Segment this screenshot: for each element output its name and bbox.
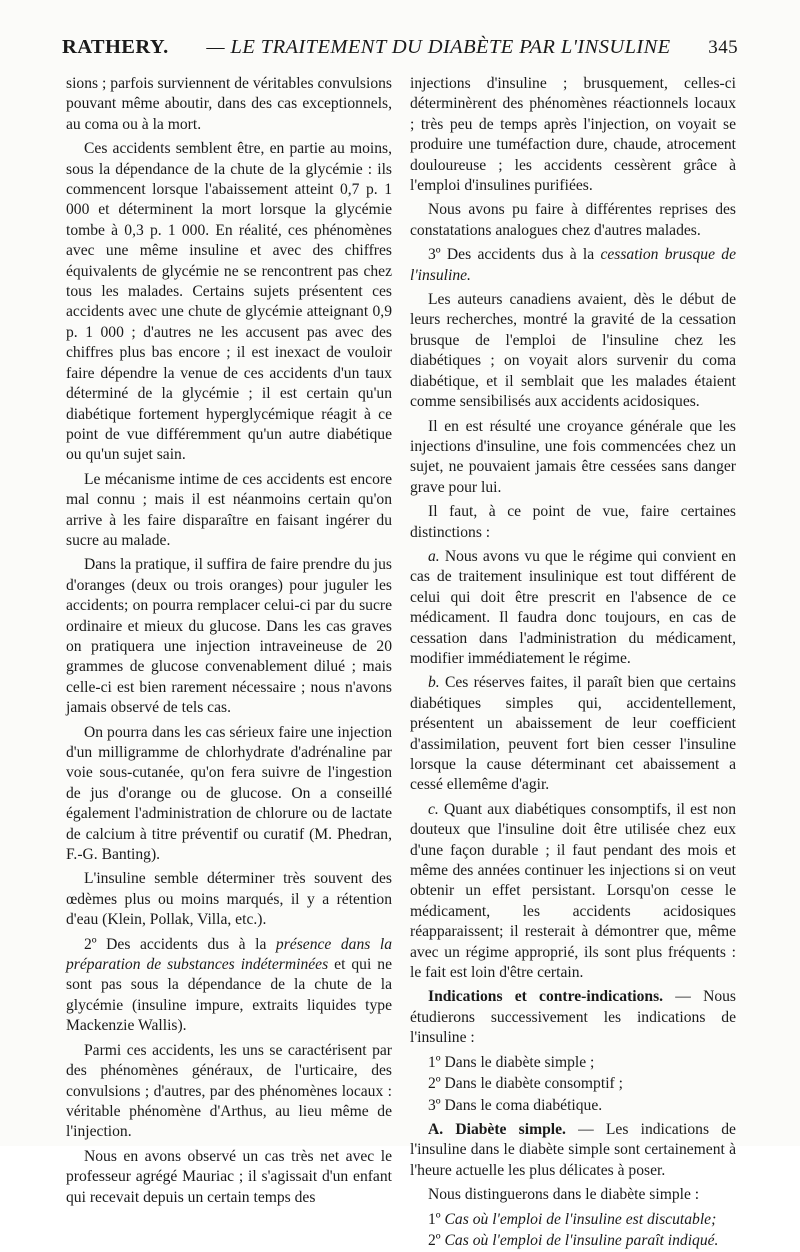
paragraph: On pourra dans les cas sérieux faire une injection d'un milligramme de chlorhydrate d'adrénaline par voie sous-cutanée, qu'on fera suivre de l'ingestion de jus d'orange ou de glucose. On a conseillé également l'administration de chlorure ou de lactate de calcium à titre préventif ou curatif (M. Phedran, F.-G. Banting). <box>66 723 392 864</box>
paragraph <box>410 547 736 669</box>
paragraph: Les auteurs canadiens avaient, dès le début de leurs recherches, montré la gravité de la cessation brusque de l'emploi de l'insuline chez les diabétiques ; on voyait alors survenir du coma diabétique, et il semblait que les malades étaient comme sensibilisés aux accidents acidosiques. <box>410 291 736 411</box>
list-item: 1º Dans le diabète simple ; <box>428 1053 595 1071</box>
paragraph: Nous avons pu faire à différentes reprises des constatations analogues chez d'autres malades. <box>410 201 736 239</box>
page-number: 345 <box>708 37 738 58</box>
paragraph-text: — Les indications de l'insuline dans le diabète simple sont certainement à l'heure actuelle les plus délicates à poser. <box>410 1120 736 1179</box>
header-title: — LE TRAITEMENT DU DIABÈTE PAR L'INSULINE <box>206 36 671 58</box>
paragraph <box>410 800 736 984</box>
list-item: 3º Dans le coma diabétique. <box>428 1096 603 1114</box>
section-heading: A. Diabète simple. <box>428 1120 566 1138</box>
paragraph-text: — Nous étudierons successivement les indications de l'insuline : <box>410 988 736 1047</box>
right-column <box>410 74 736 1252</box>
paragraph: Parmi ces accidents, les uns se caractérisent par des phénomènes généraux, de l'urticaire, des convulsions ; d'autres, par des phénomènes locaux : véritable phénomène d'Arthus, au lieu même de l'injection. <box>66 1041 392 1141</box>
paragraph-text: Nous avons vu que le régime qui convient en cas de traitement insulinique est tout différent de celui qui doit être prescrit en l'absence de ce médicament. Il faudra donc toujours, en cas de cessation dans l'administration du médicament, modifier immédiatement le régime. <box>410 547 736 667</box>
paragraph: injections d'insuline ; brusquement, celles-ci déterminèrent des phénomènes réactionnels locaux ; très peu de temps après l'injection, on voyait se produire une tuméfaction dure, chaude, atrocement douloureuse ; les accidents cessèrent grâce à l'emploi d'insulines purifiées. <box>410 75 736 195</box>
paragraph-text: 3º Des accidents dus à la <box>428 246 601 264</box>
paragraph-text: et qui ne sont pas sous la dépendance de la chute de la glycémie (insuline impure, extraits liquides type Mackenzie Wallis). <box>66 956 392 1035</box>
paragraph-text: Ces réserves faites, il paraît bien que certains diabétiques simples qui, accidentellement, présentent un abaissement de leur coefficient d'assimilation, peuvent fort bien cesser l'insuline lorsque la cause déterminant cet abaissement a cessé ellemême d'agir. <box>410 674 736 794</box>
item-number: 1º <box>428 1210 445 1228</box>
paragraph <box>66 935 392 1037</box>
italic-phrase: Cas où l'emploi de l'insuline est discutable; <box>444 1210 717 1228</box>
item-label: a. <box>428 547 440 565</box>
list-item <box>428 1231 736 1251</box>
header-author: RATHERY. <box>62 36 169 58</box>
paragraph: Dans la pratique, il suffira de faire prendre du jus d'oranges (deux ou trois oranges) pour juguler les accidents; on pourra remplacer celui-ci par du sucre ordinaire et mieux du glucose. Dans les cas graves on pratiquera une injection intraveineuse de 20 grammes de glucose convenablement dilué ; mais celle-ci est bien rarement nécessaire ; nous n'avons jamais observé de tels cas. <box>66 556 392 717</box>
paragraph: Il en est résulté une croyance générale que les injections d'insuline, une fois commencées chez un sujet, ne pouvaient jamais être cessées sans danger grave pour lui. <box>410 417 736 496</box>
section-heading: Indications et contre-indications. <box>428 988 664 1006</box>
paragraph <box>410 987 736 1048</box>
paragraph-text: 2º Des accidents dus à la <box>84 935 276 953</box>
paragraph: Le mécanisme intime de ces accidents est encore mal connu ; mais il est néanmoins certain qu'on arrive à les faire disparaître en faisant ingérer du sucre au malade. <box>66 470 392 549</box>
paragraph <box>410 673 736 795</box>
paragraph <box>410 245 736 286</box>
item-label: c. <box>428 800 439 818</box>
paragraph: sions ; parfois surviennent de véritables convulsions pouvant même aboutir, dans des cas exceptionnels, au coma ou à la mort. <box>66 75 392 133</box>
item-label: b. <box>428 674 440 692</box>
list-item <box>428 1210 736 1230</box>
paragraph: Nous distinguerons dans le diabète simple : <box>428 1186 700 1204</box>
paragraph: Ces accidents semblent être, en partie au moins, sous la dépendance de la chute de la glycémie : ils commencent lorsque l'abaissement atteint 0,7 p. 1 000 et déterminent la mort lorsque la glycémie tombe à 0,3 p. 1 000. En réalité, ces phénomènes avec une même insuline et avec des chiffres équivalents de glycémie ne se rencontrent pas chez tous les malades. Certains sujets présentent ces accidents avec une chute de glycémie atteignant 0,9 p. 1 000 ; d'autres ne les accusent pas avec des chiffres plus bas encore ; il est inexact de vouloir faire dépendre la venue de ces accidents d'un taux déterminé de la glycémie ; il est certain qu'un diabétique fortement hyperglycémique réagit à ce point de vue différemment qu'un autre diabétique ou qu'un sujet sain. <box>66 140 392 464</box>
italic-phrase: Cas où l'emploi de l'insuline paraît indiqué. <box>444 1231 719 1249</box>
item-number: 2º <box>428 1231 445 1249</box>
list-item: 2º Dans le diabète consomptif ; <box>428 1075 623 1093</box>
paragraph: Il faut, à ce point de vue, faire certaines distinctions : <box>410 503 736 541</box>
paragraph: L'insuline semble déterminer très souvent des œdèmes plus ou moins marqués, il y a rétention d'eau (Klein, Pollak, Villa, etc.). <box>66 870 392 929</box>
italic-phrase: présence dans la préparation de substances indéterminées <box>66 935 392 974</box>
paragraph: Nous en avons observé un cas très net avec le professeur agrégé Mauriac ; il s'agissait d'un enfant qui recevait depuis un certain temps des <box>66 1147 392 1206</box>
paragraph <box>410 1120 736 1181</box>
italic-phrase: cessation brusque de l'insuline. <box>410 246 737 284</box>
paragraph-text: Quant aux diabétiques consomptifs, il est non douteux que l'insuline doit être utilisée chez eux d'une façon durable ; il faut pendant des mois et même des années continuer les injections si on veut obtenir un effet persistant. Lorsqu'on cesse le médicament, les accidents acidosiques réapparaissent; il resterait à démontrer que, même avec un régime approprié, ils sont plus fréquents : le fait est loin d'être certain. <box>410 800 736 982</box>
running-header <box>62 36 738 66</box>
left-column <box>66 74 392 1212</box>
